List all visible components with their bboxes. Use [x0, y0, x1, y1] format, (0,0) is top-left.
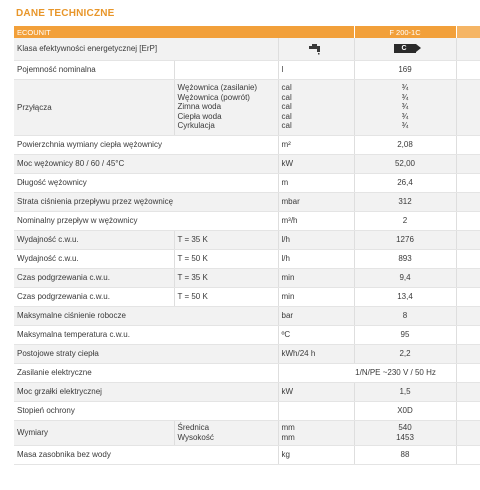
table-row [14, 38, 480, 60]
table-row: Powierzchnia wymiany ciepła wężownicy m² 2,08 [14, 135, 480, 154]
energy-class-badge: C [394, 44, 416, 53]
table-row: Pojemność nominalna l 169 [14, 60, 480, 79]
section-title: DANE TECHNICZNE [16, 8, 115, 19]
table-row: Postojowe straty ciepła kWh/24 h 2,2 [14, 344, 480, 363]
table-row: Długość wężownicy m 26,4 [14, 173, 480, 192]
series-header: ECOUNIT [14, 26, 174, 38]
table-row: Stopień ochrony X0D [14, 401, 480, 420]
table-row: Przyłącza Wężownica (zasilanie) Wężownica (powrót) Zimna woda Ciepła woda Cyrkulacja cal cal cal cal cal ¾ ¾ ¾ ¾ ¾ [14, 79, 480, 135]
table-row: Czas podgrzewania c.w.u. T = 50 K min 13,4 [14, 287, 480, 306]
table-row: Wydajność c.w.u. T = 35 K l/h 1276 [14, 230, 480, 249]
table-header-row [14, 26, 480, 38]
tech-data-table [14, 26, 480, 465]
table-row: Wydajność c.w.u. T = 50 K l/h 893 [14, 249, 480, 268]
table-row: Moc wężownicy 80 / 60 / 45°C kW 52,00 [14, 154, 480, 173]
table-row: Moc grzałki elektrycznej kW 1,5 [14, 382, 480, 401]
table-row: Masa zasobnika bez wody kg 88 [14, 445, 480, 464]
table-row: Maksymalna temperatura c.w.u. ºC 95 [14, 325, 480, 344]
table-row: Nominalny przepływ w wężownicy m³/h 2 [14, 211, 480, 230]
table-row: Strata ciśnienia przepływu przez wężownicę mbar 312 [14, 192, 480, 211]
table-row: Czas podgrzewania c.w.u. T = 35 K min 9,4 [14, 268, 480, 287]
model-header: F 200-1C [354, 26, 456, 38]
row-label: Klasa efektywności energetycznej [ErP] [14, 38, 278, 60]
table-row: Zasilanie elektryczne 1/N/PE ~230 V / 50 Hz [14, 363, 480, 382]
table-row: Wymiary Średnica Wysokość mm mm 540 1453 [14, 420, 480, 445]
water-tap-icon [308, 43, 324, 55]
table-row: Maksymalne ciśnienie robocze bar 8 [14, 306, 480, 325]
